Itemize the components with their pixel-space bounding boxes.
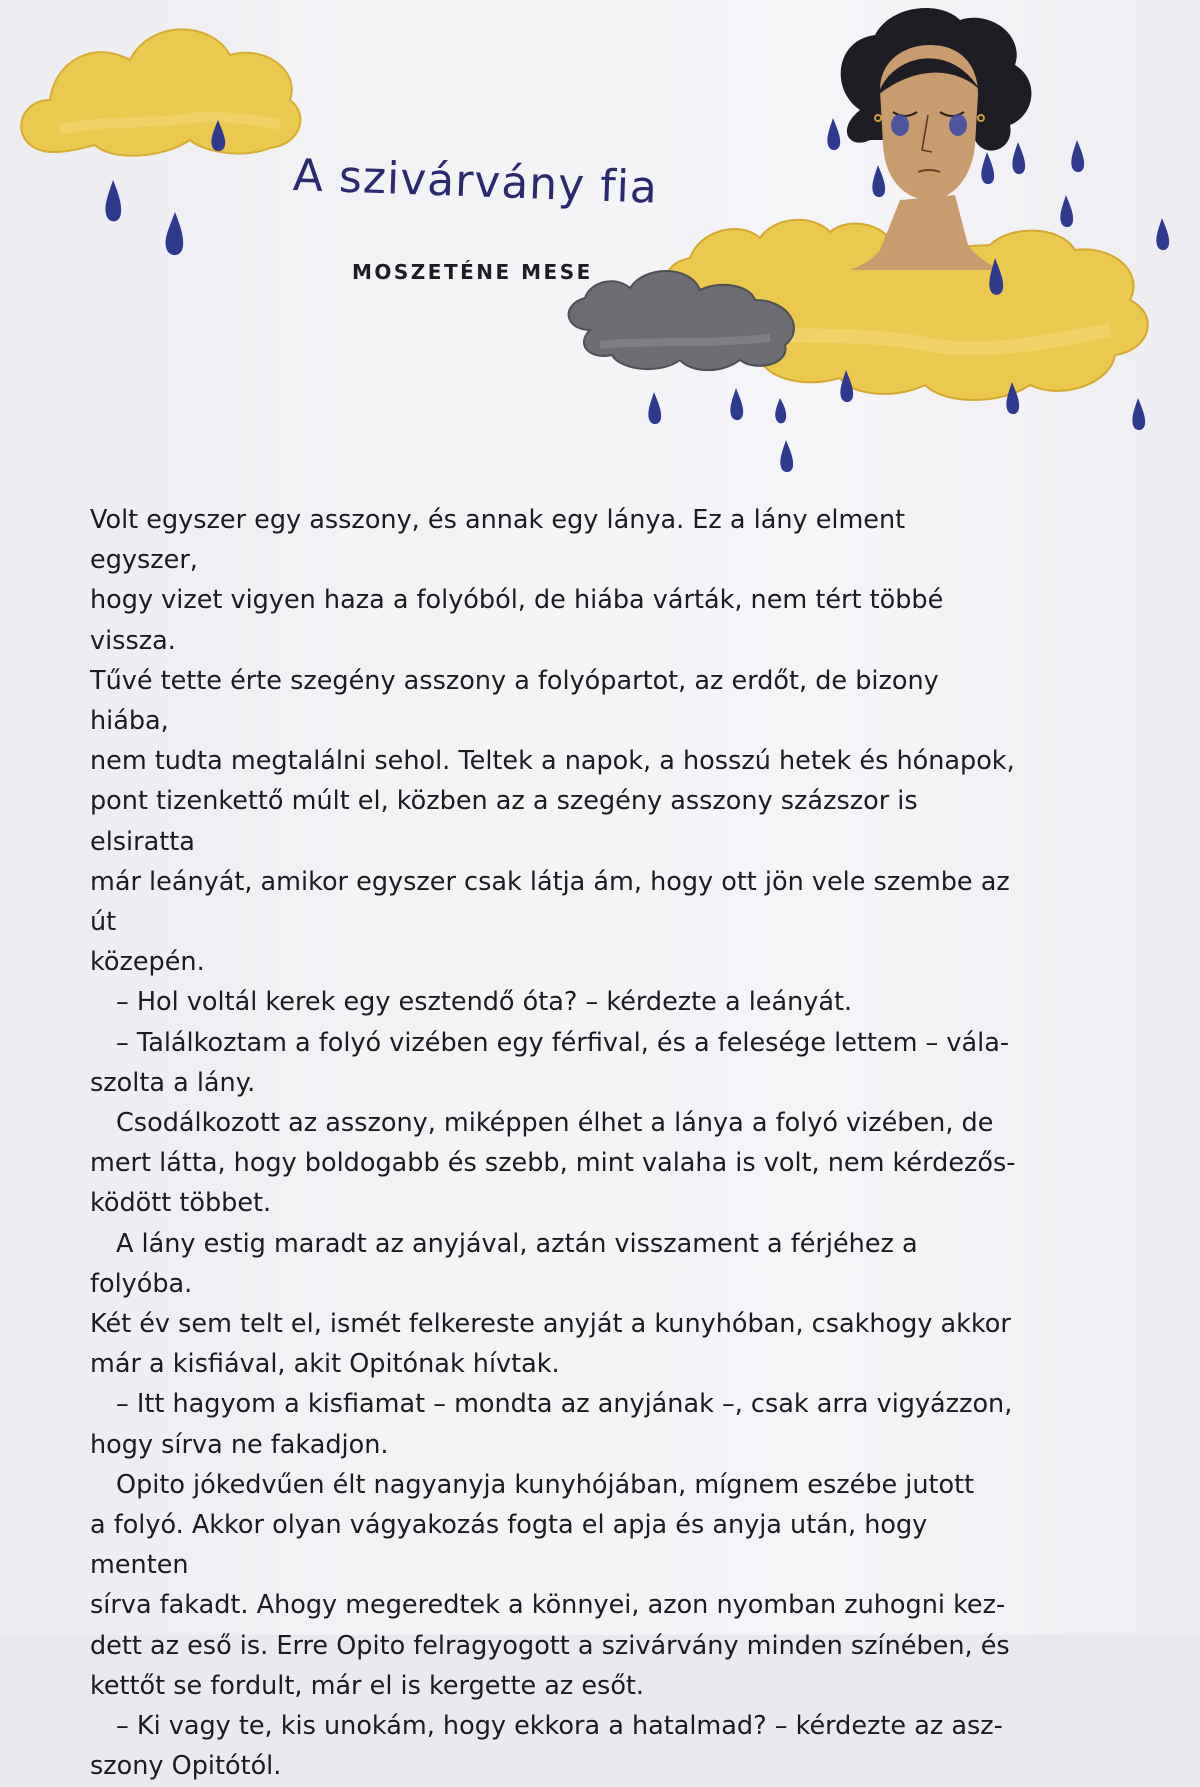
text-line: – Itt hagyom a kisfiamat – mondta az anyjának –, csak arra vigyázzon, bbox=[116, 1389, 1013, 1420]
paragraph bbox=[90, 1465, 1020, 1706]
raindrop-icon bbox=[648, 388, 793, 472]
text-line: sírva fakadt. Ahogy megeredtek a könnyei, azon nyomban zuhogni kez- bbox=[90, 1590, 1006, 1621]
text-line: dett az eső is. Erre Opito felragyogott a szivárvány minden színében, és bbox=[90, 1630, 1010, 1661]
text-line: már leányát, amikor egyszer csak látja ám, hogy ott jön vele szembe az út bbox=[90, 866, 1010, 938]
paragraph bbox=[90, 500, 1020, 982]
text-line: – Hol voltál kerek egy esztendő óta? – kérdezte a leányát. bbox=[116, 987, 853, 1018]
text-line: hogy vizet vigyen haza a folyóból, de hiába várták, nem tért többé vissza. bbox=[90, 585, 944, 656]
yellow-cloud-icon bbox=[21, 29, 300, 155]
paragraph bbox=[90, 1103, 1020, 1224]
text-line: – Ki vagy te, kis unokám, hogy ekkora a hatalmad? – kérdezte az asz- bbox=[116, 1711, 1003, 1742]
text-line: szony Opitótól. bbox=[90, 1751, 282, 1782]
story-subtitle: MOSZETÉNE MESE bbox=[352, 260, 593, 284]
paragraph bbox=[90, 1023, 1020, 1103]
text-line: mert látta, hogy boldogabb és szebb, mint valaha is volt, nem kérdezős- bbox=[90, 1148, 1016, 1179]
text-line: Opito jókedvűen élt nagyanyja kunyhójában, mígnem eszébe jutott bbox=[116, 1469, 975, 1500]
illustration bbox=[0, 0, 1200, 480]
text-line: már a kisfiával, akit Opitónak hívtak. bbox=[90, 1349, 560, 1380]
paragraph bbox=[90, 1384, 1020, 1464]
text-line: Két év sem telt el, ismét felkereste anyját a kunyhóban, csakhogy akkor bbox=[90, 1309, 1011, 1340]
text-line: pont tizenkettő múlt el, közben az a szegény asszony százszor is elsiratta bbox=[90, 786, 918, 857]
story-title: A szivárvány fia bbox=[292, 150, 659, 214]
story-body bbox=[90, 500, 1020, 1787]
text-line: Csodálkozott az asszony, miképpen élhet a lánya a folyó vizében, de bbox=[116, 1108, 994, 1139]
paragraph bbox=[90, 1224, 1020, 1385]
text-line: ködött többet. bbox=[90, 1188, 272, 1219]
paragraph bbox=[90, 982, 1020, 1022]
text-line: A lány estig maradt az anyjával, aztán visszament a férjéhez a folyóba. bbox=[90, 1228, 918, 1299]
text-line: nem tudta megtalálni sehol. Teltek a napok, a hosszú hetek és hónapok, bbox=[90, 746, 1015, 777]
text-line: közepén. bbox=[90, 947, 205, 978]
text-line: Volt egyszer egy asszony, és annak egy lánya. Ez a lány elment egyszer, bbox=[90, 505, 906, 576]
text-line: Tűvé tette érte szegény asszony a folyópartot, az erdőt, de bizony hiába, bbox=[90, 665, 939, 737]
text-line: hogy sírva ne fakadjon. bbox=[90, 1429, 389, 1460]
text-line: – Találkoztam a folyó vizében egy férfival, és a felesége lettem – vála- bbox=[116, 1027, 1010, 1058]
text-line: a folyó. Akkor olyan vágyakozás fogta el apja és anyja után, hogy menten bbox=[90, 1510, 928, 1581]
paragraph bbox=[90, 1706, 1020, 1786]
text-line: kettőt se fordult, már el is kergette az esőt. bbox=[90, 1670, 645, 1701]
text-line: szolta a lány. bbox=[90, 1067, 256, 1098]
